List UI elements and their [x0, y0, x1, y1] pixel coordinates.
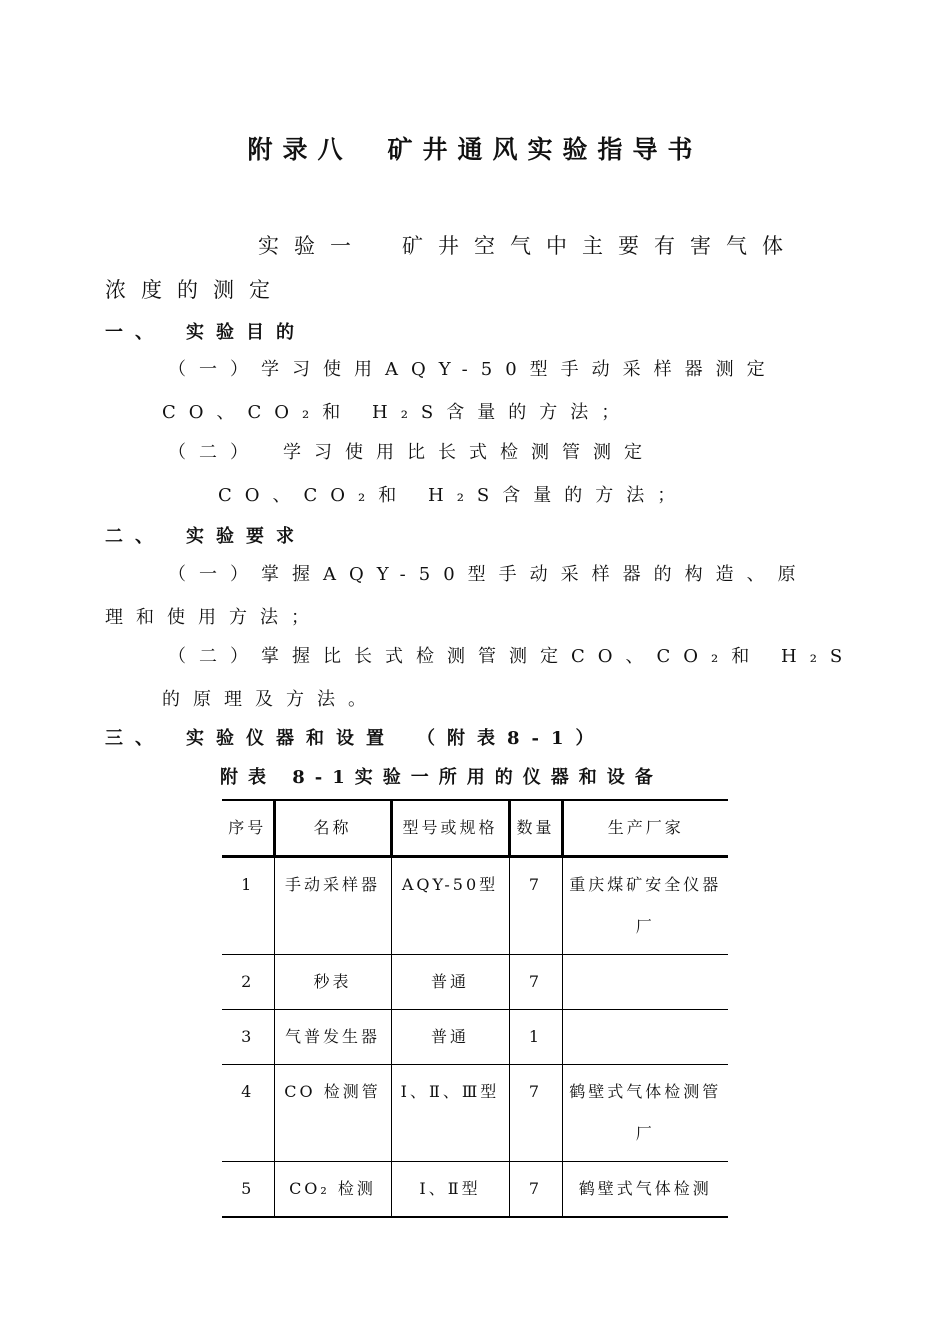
header-cell-name: 名称	[274, 800, 391, 857]
table-row	[222, 1065, 728, 1162]
section-2-item-1-line-2: 理和使用方法；	[105, 607, 322, 628]
section-2-heading: 二、 实验要求	[105, 526, 306, 547]
section-1-item-1-line-1: （一）学习使用AQY-50型手动采样器测定	[168, 359, 778, 380]
page-title: 附录八 矿井通风实验指导书	[247, 135, 703, 164]
cell-manufacturer	[562, 955, 728, 1010]
cell-quantity: 7	[509, 955, 562, 1010]
cell-model: AQY-50型	[391, 857, 509, 955]
cell-index: 4	[222, 1065, 274, 1162]
header-cell-model: 型号或规格	[391, 800, 509, 857]
table-row	[222, 955, 728, 1010]
cell-quantity: 7	[509, 857, 562, 955]
cell-name: 手动采样器	[274, 857, 391, 955]
cell-model: 普通	[391, 955, 509, 1010]
table-row	[222, 1162, 728, 1218]
cell-index: 2	[222, 955, 274, 1010]
cell-name: 秒表	[274, 955, 391, 1010]
cell-model: Ⅰ、Ⅱ型	[391, 1162, 509, 1218]
section-3-heading: 三、 实验仪器和设置 （附表8-1）	[105, 728, 606, 749]
cell-manufacturer: 鹤壁式气体检测管厂	[562, 1065, 728, 1162]
cell-index: 3	[222, 1010, 274, 1065]
section-2-item-2-line-2: 的原理及方法。	[162, 689, 379, 710]
section-1-item-2-line-1: （二） 学习使用比长式检测管测定	[168, 442, 655, 463]
cell-quantity: 7	[509, 1162, 562, 1218]
header-cell-quantity: 数量	[509, 800, 562, 857]
equipment-table	[222, 799, 728, 1218]
cell-manufacturer: 重庆煤矿安全仪器厂	[562, 857, 728, 955]
section-2-item-2-line-1: （二）掌握比长式检测管测定CO、CO₂和 H₂S	[168, 646, 856, 667]
section-1-heading: 一、 实验目的	[105, 322, 306, 343]
cell-manufacturer	[562, 1010, 728, 1065]
table-caption: 附表 8-1实验一所用的仪器和设备	[220, 767, 663, 788]
section-1-item-1-line-2: CO、CO₂和 H₂S含量的方法；	[162, 402, 633, 423]
cell-model: Ⅰ、Ⅱ、Ⅲ型	[391, 1065, 509, 1162]
cell-model: 普通	[391, 1010, 509, 1065]
table-row	[222, 1010, 728, 1065]
cell-index: 1	[222, 857, 274, 955]
table-row	[222, 857, 728, 955]
cell-index: 5	[222, 1162, 274, 1218]
experiment-title-line1: 实验一 矿井空气中主要有害气体	[258, 234, 798, 258]
cell-manufacturer: 鹤壁式气体检测	[562, 1162, 728, 1218]
experiment-title-line2: 浓度的测定	[105, 278, 285, 302]
cell-name: 气普发生器	[274, 1010, 391, 1065]
cell-name: CO 检测管	[274, 1065, 391, 1162]
header-cell-index: 序号	[222, 800, 274, 857]
cell-quantity: 1	[509, 1010, 562, 1065]
cell-quantity: 7	[509, 1065, 562, 1162]
header-cell-manufacturer: 生产厂家	[562, 800, 728, 857]
table-header-row	[222, 800, 728, 857]
section-2-item-1-line-1: （一）掌握AQY-50型手动采样器的构造、原	[168, 564, 809, 585]
cell-name: CO₂ 检测	[274, 1162, 391, 1218]
section-1-item-2-line-2: CO、CO₂和 H₂S含量的方法；	[218, 485, 689, 506]
